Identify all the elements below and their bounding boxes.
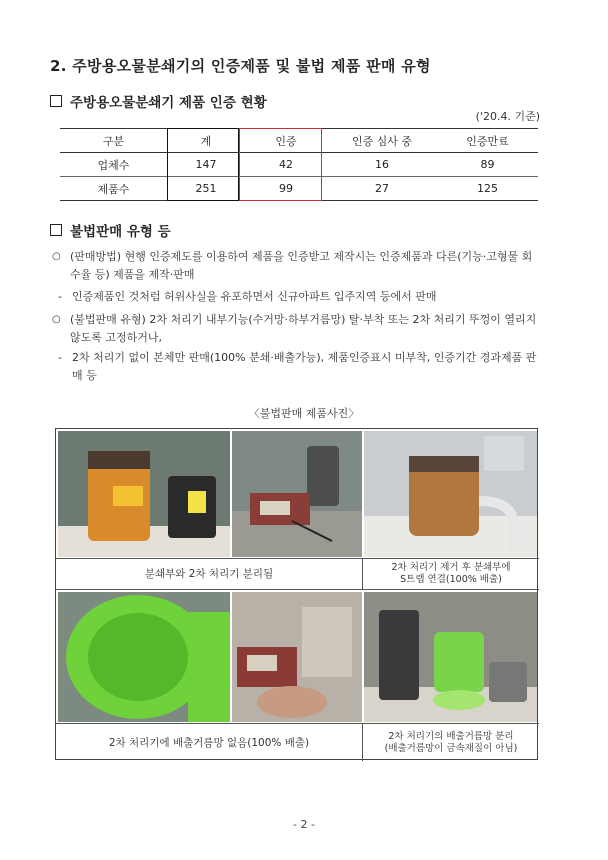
- table-cell: 125: [437, 177, 538, 201]
- table-cell: 99: [245, 177, 327, 201]
- table-cell: 42: [245, 153, 327, 177]
- total-column-highlight: [167, 128, 239, 201]
- photo-caption-no-filter: [56, 724, 362, 761]
- caption-text: S트랩 연결(100% 배출): [400, 574, 502, 585]
- photo-caption-separated: [56, 559, 362, 589]
- caption-text: (배출거름망이 금속재질이 아님): [384, 742, 518, 754]
- dash-text: 2차 처리기 없이 본체만 판매(100% 분쇄·배출가능), 제품인증표시 미부착, 인증기간 경과제품 판매 등: [72, 351, 537, 382]
- table-cell: 147: [167, 153, 245, 177]
- table-header-cell: 인증만료: [437, 129, 538, 153]
- table-header-cell: 인증 심사 중: [327, 129, 437, 153]
- photo-section-caption: 〈불법판매 제품사진〉: [248, 407, 360, 420]
- table-cell: 27: [327, 177, 437, 201]
- caption-text: 2차 처리기에 배출거름망 없음(100% 배출): [108, 736, 310, 749]
- table-cell: 제품수: [60, 177, 167, 201]
- caption-text: 2차 처리기의 배출거름망 분리: [388, 730, 514, 742]
- table-header-cell: 인증: [245, 129, 327, 153]
- square-bullet-icon: [50, 224, 62, 236]
- grid-divider: [56, 589, 539, 590]
- basis-date-note: ('20.4. 기준): [475, 110, 540, 123]
- photo-filter-separated: [364, 592, 537, 722]
- bullet-illegal-sales-type: [52, 311, 542, 347]
- illegal-product-photo-grid: [55, 428, 538, 760]
- caption-text: 2차 처리기 제거 후 분쇄부에: [391, 562, 511, 573]
- bullet-text: (불법판매 유형) 2차 처리기 내부기능(수거망·하부거름망) 탈·부착 또는 2차 처리기 뚜껑이 열리지 않도록 고정하거나,: [70, 313, 537, 344]
- page-number: - 2 -: [293, 818, 315, 831]
- subsection-illegal-sales: [50, 220, 171, 240]
- dash-text: 인증제품인 것처럼 허위사실을 유포하면서 신규아파트 입주지역 등에서 판매: [72, 290, 437, 303]
- photo-no-discharge-filter: [232, 592, 362, 722]
- table-header-cell: 계: [167, 129, 245, 153]
- dash-bullet: -: [58, 290, 62, 303]
- dash-item-body-only-sales: [58, 349, 542, 385]
- dash-item-false-advertising: [58, 288, 542, 306]
- dash-bullet: -: [58, 351, 62, 364]
- bullet-text: (판매방법) 현행 인증제도를 이용하여 제품을 인증받고 제작시는 인증제품과 다른(기능·고형물 회수율 등) 제품을 제작·판매: [70, 250, 533, 281]
- photo-grinder-separated: [58, 431, 230, 557]
- table-cell: 89: [437, 153, 538, 177]
- table-cell: 16: [327, 153, 437, 177]
- subsection-title: 주방용오물분쇄기 제품 인증 현황: [70, 95, 267, 111]
- photo-grinder-secondary-unit: [232, 431, 362, 557]
- photo-caption-s-trap: [363, 559, 539, 589]
- certified-column-highlight: [239, 128, 322, 201]
- subsection-title: 불법판매 유형 등: [70, 224, 171, 240]
- photo-s-trap-connected: [364, 431, 537, 557]
- caption-text: 분쇄부와 2차 처리기 분리됨: [144, 568, 274, 580]
- circle-bullet-icon: ○: [52, 314, 61, 325]
- section-title: 2. 주방용오물분쇄기의 인증제품 및 불법 제품 판매 유형: [50, 57, 431, 75]
- table-cell: 업체수: [60, 153, 167, 177]
- table-header-cell: 구분: [60, 129, 167, 153]
- photo-caption-filter-separated: [363, 724, 539, 761]
- photo-green-secondary-unit: [58, 592, 230, 722]
- circle-bullet-icon: ○: [52, 251, 61, 262]
- subsection-certification-status: [50, 91, 267, 111]
- bullet-sales-method: [52, 248, 542, 284]
- square-bullet-icon: [50, 95, 62, 107]
- table-cell: 251: [167, 177, 245, 201]
